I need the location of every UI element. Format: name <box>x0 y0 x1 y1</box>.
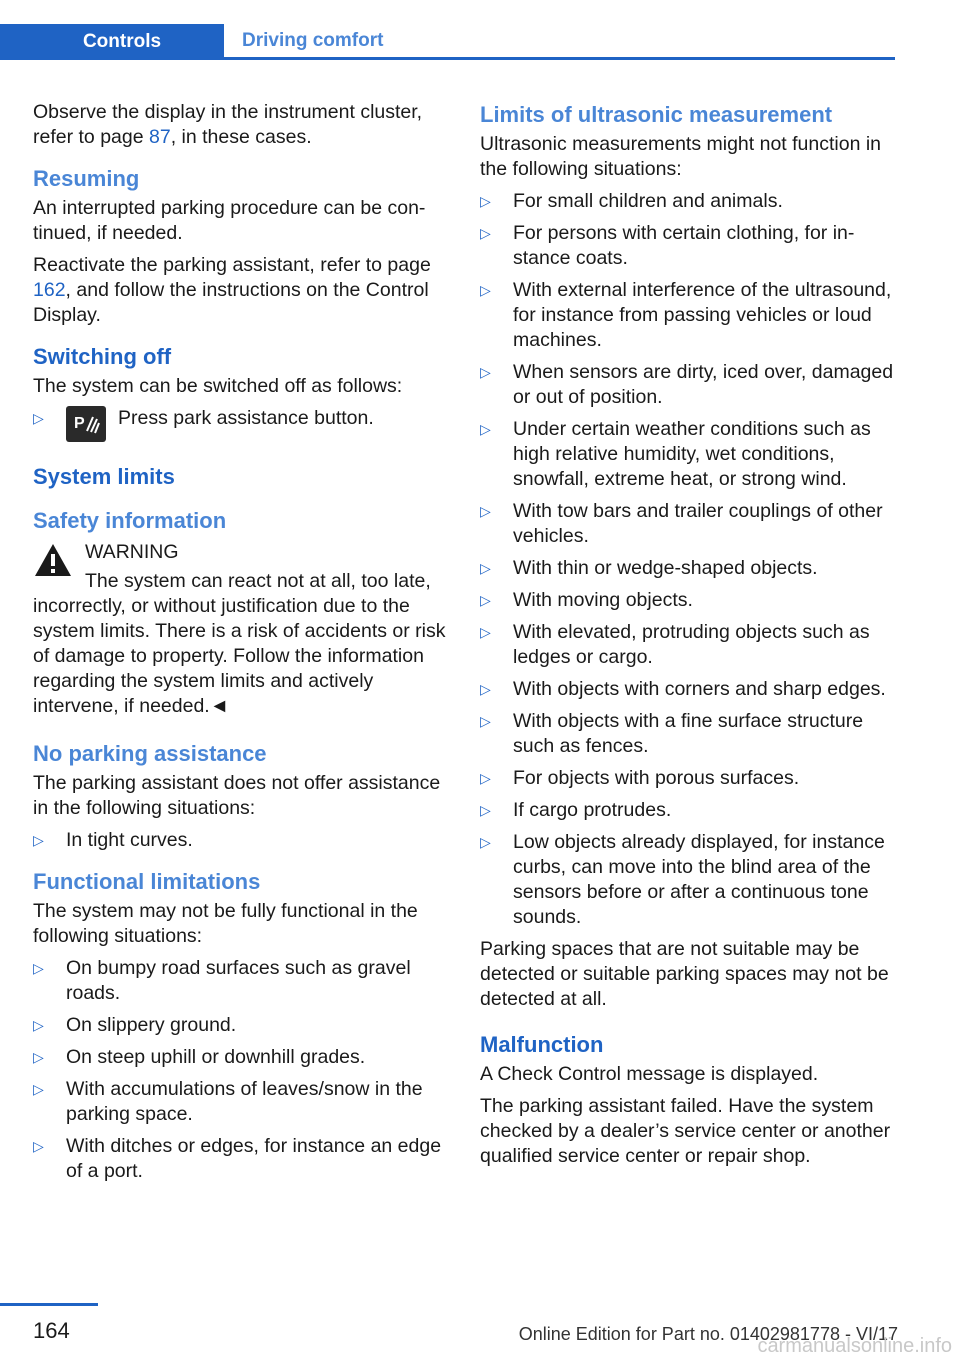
switching-off-heading: Switching off <box>33 344 172 369</box>
header-rule <box>0 57 895 60</box>
list-item <box>480 620 895 670</box>
list-item <box>480 417 895 492</box>
bullet-triangle-icon: ▷ <box>480 560 491 576</box>
bullet-triangle-icon: ▷ <box>480 681 491 697</box>
ultrasonic-paragraph: Ultrasonic measurements might not function in the following situations: <box>480 133 882 180</box>
switching-off-item-text: Press park assistance button. <box>118 407 374 429</box>
list-item-text: On steep uphill or downhill grades. <box>66 1046 366 1068</box>
list-item-text: Under certain weather conditions such as high relative humidity, wet conditions, snowfall, extreme heat, or strong wind. <box>513 418 871 490</box>
bullet-triangle-icon: ▷ <box>480 364 491 380</box>
svg-text:P: P <box>74 415 85 432</box>
list-item-text: With objects with a fine surface structure such as fences. <box>513 710 864 757</box>
list-item <box>33 1077 448 1127</box>
malfunction-heading: Malfunction <box>480 1032 604 1057</box>
list-item-text: When sensors are dirty, iced over, damaged or out of position. <box>513 361 894 408</box>
bullet-triangle-icon: ▷ <box>480 624 491 640</box>
bullet-triangle-icon: ▷ <box>33 1138 44 1154</box>
bullet-triangle-icon: ▷ <box>480 421 491 437</box>
list-item <box>480 830 895 930</box>
list-item-text: With ditches or edges, for instance an edge of a port. <box>66 1135 442 1182</box>
bullet-triangle-icon: ▷ <box>480 802 491 818</box>
warning-triangle-icon <box>33 542 73 578</box>
page-link-87[interactable]: 87 <box>149 126 171 148</box>
intro-paragraph <box>33 100 448 150</box>
list-item <box>480 360 895 410</box>
no-parking-assistance-heading: No parking assistance <box>33 741 267 766</box>
list-item <box>480 499 895 549</box>
list-item <box>480 221 895 271</box>
list-item-text: If cargo protrudes. <box>513 799 672 821</box>
list-item-text: With tow bars and trailer couplings of other vehicles. <box>513 500 883 547</box>
bullet-triangle-icon: ▷ <box>33 960 44 976</box>
bullet-triangle-icon: ▷ <box>33 1017 44 1033</box>
list-item <box>33 1045 448 1070</box>
watermark: carmanualsonline.info <box>757 1335 952 1357</box>
resuming-text-a: Reactivate the parking assistant, refer to page <box>33 254 431 276</box>
functional-list <box>33 956 448 1184</box>
park-assist-button-icon <box>66 406 106 442</box>
page-number: 164 <box>33 1318 70 1343</box>
list-item <box>480 189 895 214</box>
header-tabs <box>0 24 895 60</box>
list-item <box>33 406 448 442</box>
list-item-text: With thin or wedge-shaped objects. <box>513 557 818 579</box>
no-parking-paragraph: The parking assistant does not offer assistance in the following situations: <box>33 772 441 819</box>
list-item-text: On slippery ground. <box>66 1014 237 1036</box>
list-item <box>33 956 448 1006</box>
list-item-text: With elevated, protruding objects such as ledges or cargo. <box>513 621 870 668</box>
list-item <box>33 1134 448 1184</box>
list-item <box>480 588 895 613</box>
bullet-triangle-icon: ▷ <box>480 834 491 850</box>
safety-information-heading: Safety information <box>33 508 227 533</box>
switching-off-paragraph: The system can be switched off as follows: <box>33 375 403 397</box>
left-column <box>33 100 448 1191</box>
list-item-text: With moving objects. <box>513 589 693 611</box>
list-item-text: In tight curves. <box>66 829 193 851</box>
no-parking-list <box>33 828 448 853</box>
bullet-triangle-icon: ▷ <box>33 410 44 426</box>
bullet-triangle-icon: ▷ <box>480 503 491 519</box>
list-item <box>480 766 895 791</box>
bullet-triangle-icon: ▷ <box>480 592 491 608</box>
ultrasonic-list <box>480 189 895 930</box>
footer-rule <box>0 1303 98 1306</box>
intro-text-b: , in these cases. <box>170 126 312 148</box>
ultrasonic-limits-heading: Limits of ultrasonic measurement <box>480 102 833 127</box>
list-item <box>33 1013 448 1038</box>
list-item <box>480 798 895 823</box>
malfunction-paragraph-1: A Check Control message is displayed. <box>480 1063 819 1085</box>
resuming-paragraph-2 <box>33 253 448 328</box>
resuming-text-b: , and follow the instructions on the Control Display. <box>33 279 429 326</box>
resuming-heading: Resuming <box>33 166 140 191</box>
bullet-triangle-icon: ▷ <box>480 770 491 786</box>
bullet-triangle-icon: ▷ <box>480 713 491 729</box>
bullet-triangle-icon: ▷ <box>33 832 44 848</box>
bullet-triangle-icon: ▷ <box>480 193 491 209</box>
list-item-text: For objects with porous surfaces. <box>513 767 800 789</box>
malfunction-paragraph-2: The parking assistant failed. Have the system checked by a dealer’s service center or another qualified service center or repair shop. <box>480 1095 891 1167</box>
list-item <box>480 278 895 353</box>
list-item-text: For small children and animals. <box>513 190 783 212</box>
warning-body: The system can react not at all, too late, incorrectly, or without justification due to the system limits. There is a risk of accidents or risk of damage to property. Follow the information regarding the system limits and actively intervene, if needed.◄ <box>33 570 446 717</box>
list-item <box>33 828 448 853</box>
list-item-text: On bumpy road surfaces such as gravel roads. <box>66 957 411 1004</box>
list-item-text: With accumulations of leaves/snow in the parking space. <box>66 1078 423 1125</box>
edition-text: Online Edition for Part no. 01402981778 - VI/17 <box>518 1324 898 1344</box>
functional-paragraph: The system may not be fully functional in the following situations: <box>33 900 418 947</box>
list-item-text: Low objects already displayed, for instance curbs, can move into the blind area of the sensors before or after a continuous tone sounds. <box>513 831 885 928</box>
system-limits-heading: System limits <box>33 464 175 489</box>
list-item-text: With objects with corners and sharp edges. <box>513 678 886 700</box>
bullet-triangle-icon: ▷ <box>33 1049 44 1065</box>
switching-off-list <box>33 406 448 442</box>
tab-driving-comfort[interactable]: Driving comfort <box>242 29 384 51</box>
intro-text-a: Observe the display in the instrument cluster, refer to page <box>33 101 423 148</box>
list-item-text: For persons with certain clothing, for instance coats. <box>513 222 855 269</box>
warning-title: WARNING <box>85 541 179 563</box>
functional-limitations-heading: Functional limitations <box>33 869 261 894</box>
parking-spaces-paragraph: Parking spaces that are not suitable may be detected or suitable parking spaces may not be detected at all. <box>480 938 889 1010</box>
right-column <box>480 100 895 1176</box>
tab-controls[interactable]: Controls <box>0 24 224 60</box>
warning-block <box>33 540 448 719</box>
bullet-triangle-icon: ▷ <box>480 282 491 298</box>
list-item-text: With external interference of the ultrasound, for instance from passing vehicles or loud machines. <box>513 279 892 351</box>
bullet-triangle-icon: ▷ <box>33 1081 44 1097</box>
bullet-triangle-icon: ▷ <box>480 225 491 241</box>
resuming-paragraph-1: An interrupted parking procedure can be continued, if needed. <box>33 197 426 244</box>
page-link-162[interactable]: 162 <box>33 279 66 301</box>
list-item <box>480 709 895 759</box>
list-item <box>480 677 895 702</box>
list-item <box>480 556 895 581</box>
